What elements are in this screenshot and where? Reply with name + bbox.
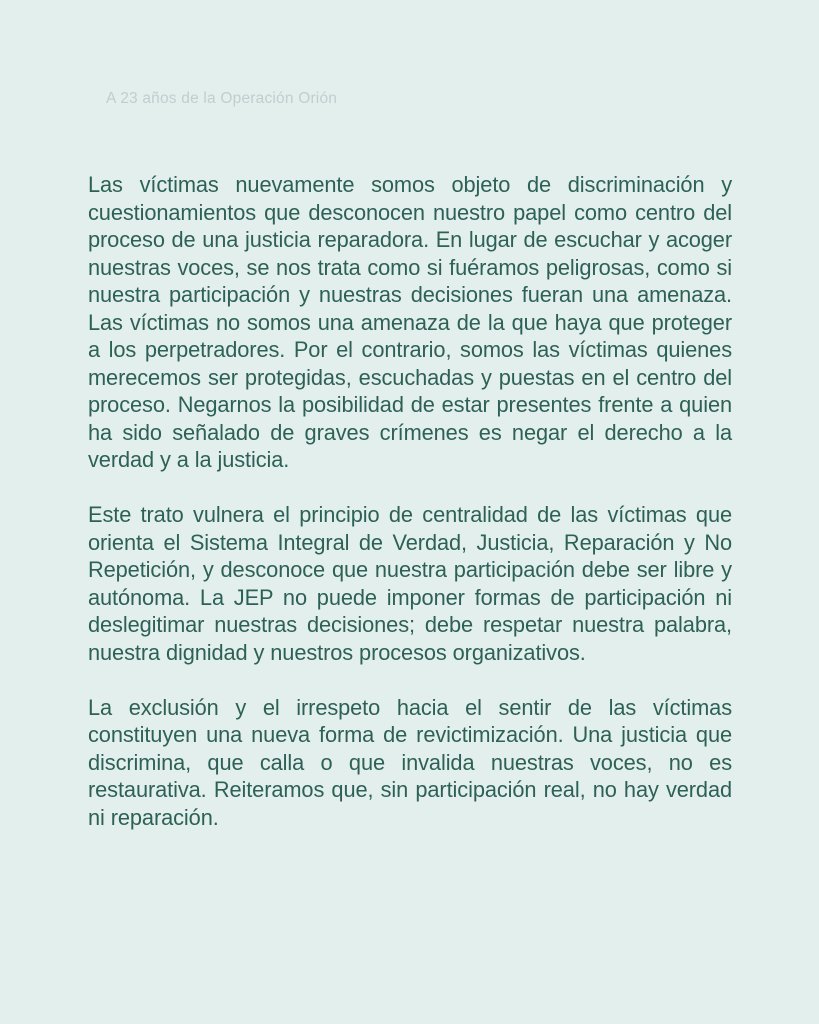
paragraph-1: Las víctimas nuevamente somos objeto de discriminación y cuestionamientos que desconocen nuestro papel como centro del proceso de una justicia reparadora. En lugar de escuchar y acoger nuestras voces, se nos trata como si fuéramos peligrosas, como si nuestra participación y nuestras decisiones fueran una amenaza. Las víctimas no somos una amenaza de la que haya que proteger a los perpetradores. Por el contrario, somos las víctimas quienes merecemos ser protegidas, escuchadas y puestas en el centro del proceso. Negarnos la posibilidad de estar presentes frente a quien ha sido señalado de graves crímenes es negar el derecho a la verdad y a la justicia. — [88, 172, 732, 472]
statement-body — [88, 171, 732, 831]
paragraph-2: Este trato vulnera el principio de centralidad de las víctimas que orienta el Sistema Integral de Verdad, Justicia, Reparación y No Repetición, y desconoce que nuestra participación debe ser libre y autónoma. La JEP no puede imponer formas de participación ni deslegitimar nuestras decisiones; debe respetar nuestra palabra, nuestra dignidad y nuestros procesos organizativos. — [88, 502, 732, 665]
paragraph-3: La exclusión y el irrespeto hacia el sentir de las víctimas constituyen una nueva forma de revictimización. Una justicia que discrimina, que calla o que invalida nuestras voces, no es restaurativa. Reiteramos que, sin participación real, no hay verdad ni reparación. — [88, 694, 732, 830]
kicker-heading: A 23 años de la Operación Orión — [106, 90, 338, 107]
